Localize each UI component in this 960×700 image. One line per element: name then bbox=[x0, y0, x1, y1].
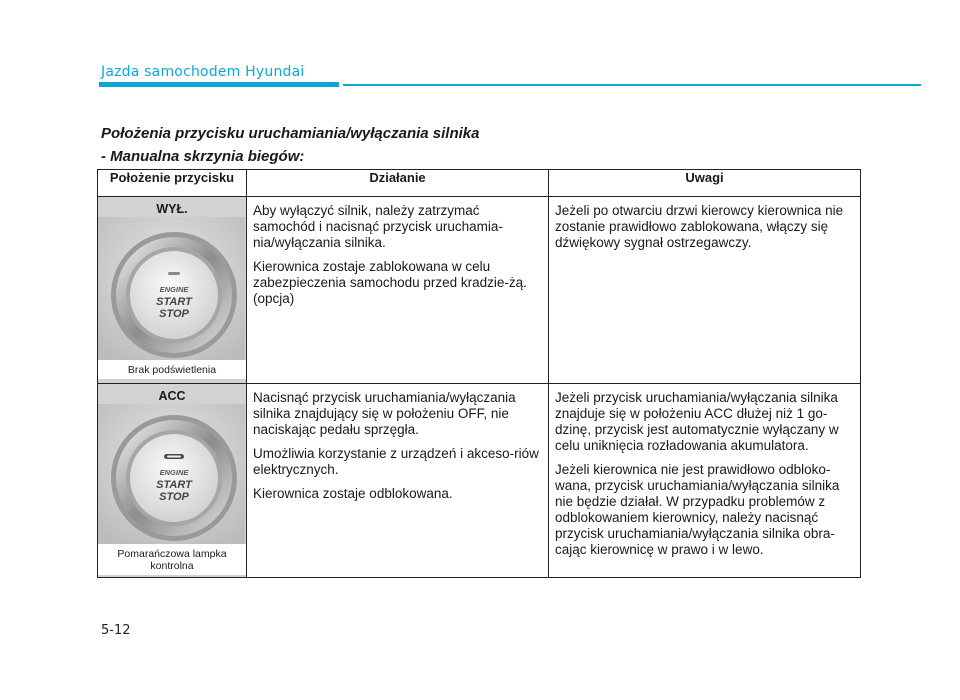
image-caption: Brak podświetlenia bbox=[98, 360, 246, 379]
engine-text: ENGINE bbox=[159, 285, 189, 294]
table-header-row bbox=[98, 170, 861, 197]
action-cell bbox=[247, 384, 549, 578]
acc-indicator-lamp bbox=[167, 456, 181, 458]
table-row bbox=[98, 197, 861, 384]
table-row bbox=[98, 384, 861, 578]
action-text: Aby wyłączyć silnik, należy zatrzymać samochód i nacisnąć przycisk uruchamia-nia/wyłączania silnika. bbox=[253, 203, 503, 250]
column-header-action: Działanie bbox=[247, 170, 549, 197]
position-label: WYŁ. bbox=[156, 202, 188, 216]
action-text: Nacisnąć przycisk uruchamiania/wyłączania silnika znajdujący się w położeniu OFF, nie naciskając pedału sprzęgła. bbox=[253, 390, 516, 437]
notes-text: Jeżeli kierownica nie jest prawidłowo odbloko-wana, przycisk uruchamiania/wyłączania silnika nie będzie działał. W przypadku problemów z odblokowaniem kierownicy, należy nacisnąć przycisk uruchamiania/wyłączania silnika obra-cając kierownicę w prawo i w lewo. bbox=[555, 462, 840, 557]
image-caption: Pomarańczowa lampka kontrolna bbox=[98, 544, 246, 575]
notes-cell bbox=[549, 197, 861, 384]
button-positions-table bbox=[97, 169, 861, 578]
page-number: 5-12 bbox=[101, 623, 131, 638]
engine-button-image bbox=[98, 404, 246, 544]
start-text: START bbox=[156, 296, 192, 308]
column-header-notes: Uwagi bbox=[549, 170, 861, 197]
position-cell bbox=[98, 197, 247, 384]
header-rule-thick bbox=[99, 82, 339, 87]
action-cell bbox=[247, 197, 549, 384]
engine-text: ENGINE bbox=[159, 468, 189, 477]
start-text: START bbox=[156, 479, 192, 491]
notes-text: Jeżeli po otwarciu drzwi kierowcy kierownica nie zostanie prawidłowo zablokowana, włączy się dźwiękowy sygnał ostrzegawczy. bbox=[555, 203, 844, 250]
stop-text: STOP bbox=[159, 308, 189, 320]
stop-text: STOP bbox=[159, 491, 189, 503]
action-text: Umożliwia korzystanie z urządzeń i akceso-riów elektrycznych. bbox=[253, 446, 539, 477]
notes-text: Jeżeli przycisk uruchamiania/wyłączania silnika znajduje się w położeniu ACC dłużej niż 1 go-dzinę, przycisk jest automatycznie wyłączany w celu uniknięcia rozładowania akumulatora. bbox=[555, 390, 839, 453]
column-header-position: Położenie przycisku bbox=[98, 170, 247, 197]
position-cell bbox=[98, 384, 247, 578]
page-title: Położenia przycisku uruchamiania/wyłączania silnika bbox=[101, 125, 480, 142]
position-label: ACC bbox=[158, 389, 186, 403]
page-subtitle: - Manualna skrzynia biegów: bbox=[101, 148, 305, 165]
header-rule-thin bbox=[343, 84, 921, 86]
engine-button-image bbox=[98, 217, 246, 360]
notes-cell bbox=[549, 384, 861, 578]
action-text: Kierownica zostaje zablokowana w celu zabezpieczenia samochodu przed kradzie-żą. (opcja) bbox=[253, 259, 527, 306]
action-text: Kierownica zostaje odblokowana. bbox=[253, 486, 453, 501]
section-title: Jazda samochodem Hyundai bbox=[101, 64, 305, 80]
